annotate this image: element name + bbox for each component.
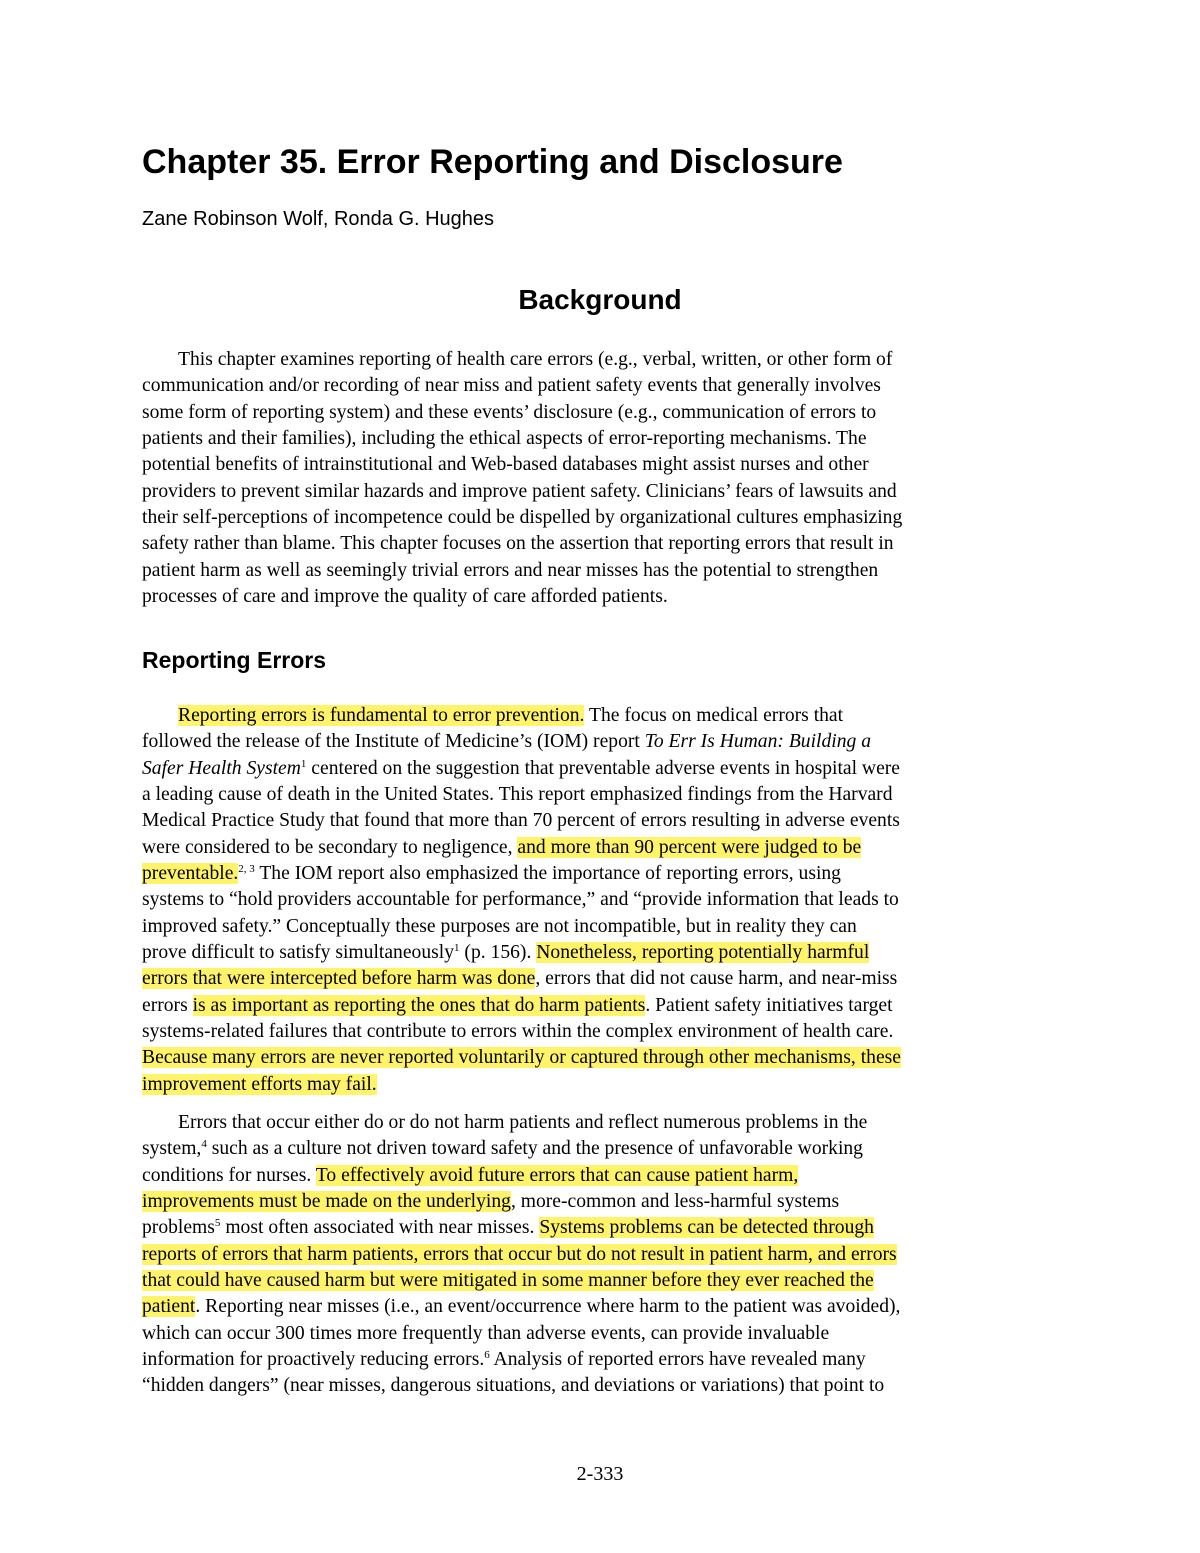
text-line: This chapter examines reporting of health care errors (e.g., verbal, written, or other form of — [178, 349, 893, 370]
text-line — [142, 835, 1060, 861]
text-line: potential benefits of intrainstitutional and Web-based databases might assist nurses and other — [142, 454, 869, 476]
text-line: safety rather than blame. This chapter focuses on the assertion that reporting errors that result in — [142, 533, 894, 555]
highlighted-text: Reporting errors is fundamental to error prevention. — [178, 705, 585, 726]
text-line: which can occur 300 times more frequently than adverse events, can provide invaluable — [142, 1322, 830, 1344]
text-run: were considered to be secondary to negligence, — [142, 836, 518, 858]
highlighted-text: Because many errors are never reported voluntarily or captured through other mechanisms, these — [142, 1047, 901, 1069]
text-line — [142, 861, 1060, 887]
text-line — [142, 1163, 1060, 1189]
text-line: systems to “hold providers accountable for performance,” and “provide information that leads to — [142, 889, 899, 911]
text-run: such as a culture not driven toward safety and the presence of unfavorable working — [206, 1138, 863, 1160]
highlighted-text: that could have caused harm but were mitigated in some manner before they ever reached the — [142, 1270, 874, 1292]
text-run: system, — [142, 1138, 202, 1160]
highlighted-text: Nonetheless, reporting potentially harmful — [536, 942, 870, 964]
background-heading: Background — [518, 284, 682, 315]
text-line: patients and their families), including the ethical aspects of error-reporting mechanisms. The — [142, 428, 867, 450]
highlighted-text: errors that were intercepted before harm was done — [142, 968, 536, 990]
highlighted-text: Systems problems can be detected through — [539, 1217, 874, 1239]
text-line — [142, 1189, 1060, 1215]
text-run: centered on the suggestion that preventable adverse events in hospital were — [306, 757, 900, 779]
citation-superscript: 1 — [454, 942, 460, 955]
text-line: Errors that occur either do or do not harm patients and reflect numerous problems in the — [178, 1112, 868, 1133]
background-paragraph — [142, 347, 1060, 610]
reporting-errors-paragraph-1 — [142, 703, 1060, 1098]
text-run: . Patient safety initiatives target — [645, 994, 893, 1016]
text-run: The focus on medical errors that — [584, 705, 844, 726]
text-run: prove difficult to satisfy simultaneously — [142, 942, 455, 964]
text-line — [142, 729, 1060, 755]
page-number: 2-333 — [576, 1463, 624, 1485]
document-page — [142, 0, 1062, 1553]
highlighted-text: preventable. — [142, 863, 239, 885]
text-line: processes of care and improve the quality of care afforded patients. — [142, 586, 668, 608]
text-run: followed the release of the Institute of Medicine’s (IOM) report — [142, 731, 645, 753]
highlighted-text: reports of errors that harm patients, errors that occur but do not result in patient harm, and errors — [142, 1243, 897, 1265]
text-run: (p. 156). — [459, 942, 537, 964]
report-title-italic: Safer Health System — [142, 757, 301, 779]
text-run: most often associated with near misses. — [220, 1217, 540, 1239]
text-run: Analysis of reported errors have revealed many — [489, 1349, 866, 1371]
text-line — [142, 966, 1060, 992]
text-line — [142, 1268, 1060, 1294]
text-line: improved safety.” Conceptually these purposes are not incompatible, but in reality they can — [142, 915, 857, 937]
text-line: “hidden dangers” (near misses, dangerous situations, and deviations or variations) that point to — [142, 1375, 885, 1397]
text-line — [142, 1215, 1060, 1241]
citation-superscript: 1 — [300, 757, 307, 770]
text-line: a leading cause of death in the United States. This report emphasized findings from the Harvard — [142, 784, 893, 806]
text-run: information for proactively reducing errors. — [142, 1349, 485, 1371]
highlighted-text: improvements must be made on the underlying — [142, 1191, 511, 1213]
authors: Zane Robinson Wolf, Ronda G. Hughes — [142, 208, 495, 230]
text-line — [142, 1294, 1060, 1320]
highlighted-text: To effectively avoid future errors that can cause patient harm, — [315, 1164, 799, 1186]
report-title-italic: To Err Is Human: Building a — [644, 731, 872, 753]
chapter-title: Chapter 35. Error Reporting and Disclosure — [142, 143, 843, 181]
text-run: The IOM report also emphasized the importance of reporting errors, using — [254, 863, 841, 885]
text-line — [142, 1136, 1060, 1162]
citation-superscript: 4 — [201, 1138, 207, 1151]
text-run: conditions for nurses. — [142, 1164, 316, 1186]
text-line — [142, 756, 1060, 782]
text-run: . Reporting near misses (i.e., an event/occurrence where harm to the patient was avoided), — [195, 1296, 901, 1318]
text-line — [142, 1242, 1060, 1268]
highlighted-text: improvement efforts may fail. — [142, 1073, 377, 1095]
citation-superscript: 5 — [214, 1217, 221, 1230]
text-run: , more-common and less-harmful systems — [510, 1191, 840, 1213]
text-line: providers to prevent similar hazards and improve patient safety. Clinicians’ fears of lawsuits and — [142, 480, 897, 502]
highlighted-text: patient — [142, 1296, 196, 1318]
text-run: , errors that did not cause harm, and near-miss — [535, 968, 898, 990]
text-line — [142, 703, 1060, 729]
text-line: systems-related failures that contribute to errors within the complex environment of health care. — [142, 1021, 894, 1043]
citation-superscript: 2, 3 — [238, 863, 255, 876]
text-line: communication and/or recording of near miss and patient safety events that generally involves — [142, 375, 881, 397]
text-line: patient harm as well as seemingly trivial errors and near misses has the potential to strengthen — [142, 559, 879, 581]
text-line — [142, 993, 1060, 1019]
text-line — [142, 1045, 1060, 1071]
text-line — [142, 1347, 1060, 1373]
highlighted-text: and more than 90 percent were judged to be — [517, 836, 862, 858]
text-line: their self-perceptions of incompetence could be dispelled by organizational cultures emphasizing — [142, 507, 903, 529]
reporting-errors-heading: Reporting Errors — [142, 647, 327, 673]
text-line — [142, 1072, 1060, 1098]
text-run: errors — [142, 994, 193, 1016]
text-line: Medical Practice Study that found that more than 70 percent of errors resulting in adverse events — [142, 810, 900, 832]
highlighted-text: is as important as reporting the ones that do harm patients — [192, 994, 646, 1016]
text-line: some form of reporting system) and these events’ disclosure (e.g., communication of errors to — [142, 401, 877, 423]
text-line — [142, 940, 1060, 966]
reporting-errors-paragraph-2 — [142, 1110, 1060, 1400]
citation-superscript: 6 — [484, 1349, 490, 1362]
text-run: problems — [142, 1217, 215, 1239]
